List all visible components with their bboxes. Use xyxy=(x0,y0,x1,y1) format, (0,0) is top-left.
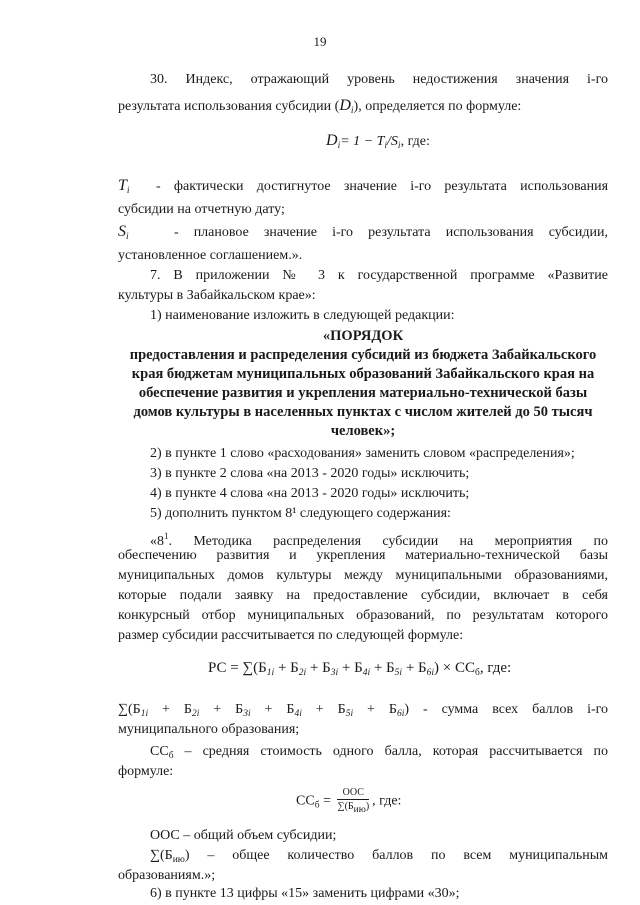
den-tail: ) xyxy=(365,801,370,812)
formula-d xyxy=(326,132,430,151)
formula-d-rhs-b: /S xyxy=(387,134,398,149)
definition-s-line2: установленное соглашением.». xyxy=(118,248,303,263)
formula-d-lhs-sub: i xyxy=(337,141,341,151)
definition-bio-line2: образованиям.»; xyxy=(118,868,216,883)
bio-sub: ию xyxy=(172,855,185,865)
symbol-s: S xyxy=(118,223,126,240)
formula-pc-sub: 3i xyxy=(330,668,339,678)
definition-sum-line2: муниципального образования; xyxy=(118,722,300,737)
sum-sub: 1i xyxy=(140,709,149,719)
item-4: 4) в пункте 4 слова «на 2013 - 2020 годы» исключить; xyxy=(150,486,470,501)
formula-pc-sub: 4i xyxy=(362,668,371,678)
formula-cc-numerator: ООС xyxy=(337,786,369,800)
title-line3: края бюджетам муниципальных образований Забайкальского края на xyxy=(131,366,595,382)
item-2: 2) в пункте 1 слово «расходования» заменить словом «распределения»; xyxy=(150,446,575,461)
title-line2: предоставления и распределения субсидий из бюджета Забайкальского xyxy=(129,347,597,363)
cc-sub: б xyxy=(168,751,174,761)
cc-text: – средняя стоимость одного балла, которая рассчитывается по xyxy=(173,744,608,759)
paragraph-30-line2 xyxy=(118,96,608,121)
p8-text: . Методика распределения субсидии на мероприятия по xyxy=(168,534,608,549)
formula-pc-sub: 1i xyxy=(266,668,275,678)
formula-pc: РС = $\sum(Б_{1i} + Б_{2i} + Б_{3i} + Б_{4i} + Б_{5i} + Б_{6i}) \times СС_б$, где: xyxy=(208,660,512,678)
formula-cc-denominator xyxy=(337,800,369,817)
paragraph-8-line4: которые подали заявку на предоставление субсидии, включает в себя xyxy=(118,588,608,603)
paragraph-8-line5: конкурсный отбор муниципальных образований, по результатам которого xyxy=(118,608,608,623)
item-3: 3) в пункте 2 слова «на 2013 - 2020 годы» исключить; xyxy=(150,466,470,481)
formula-pc-tail: ) × СС xyxy=(434,660,475,676)
paragraph-7-line1: 7. В приложении № 3 к государственной программе «Развитие xyxy=(150,268,608,283)
formula-pc-end: , где: xyxy=(479,660,512,676)
den-sub: ию xyxy=(353,805,366,815)
paragraph-7-line2: культуры в Забайкальском крае»: xyxy=(118,288,316,303)
formula-cc-fraction xyxy=(337,786,369,817)
formula-pc-sub: 2i xyxy=(298,668,307,678)
definition-t-line1 xyxy=(118,176,608,201)
p8-sup: 1 xyxy=(164,531,169,541)
formula-cc-lhs-sub: б xyxy=(314,800,320,811)
bio-sum: ∑(Б xyxy=(150,848,173,863)
cc-symbol: СС xyxy=(150,744,169,759)
formula-cc-tail: , где: xyxy=(372,793,402,809)
symbol-d-sub: i xyxy=(350,106,354,116)
text: результата использования субсидии ( xyxy=(118,99,340,114)
title-line1: «ПОРЯДОК xyxy=(322,328,404,344)
formula-pc-lhs: РС = ∑(Б xyxy=(208,660,267,676)
item-1: 1) наименование изложить в следующей редакции: xyxy=(150,308,455,323)
sum-sub: 4i xyxy=(294,709,302,719)
definition-sum-line1: $\sum(Б_{1i} + Б_{2i} + Б_{3i} + Б_{4i} + Б_{5i} + Б_{6i})$ - сумма всех баллов i-го xyxy=(118,702,609,719)
title-line6: человек»; xyxy=(330,423,396,439)
symbol-t: T xyxy=(118,177,127,194)
sum-text: ) - сумма всех баллов i-го xyxy=(404,702,609,717)
p8-num: «8 xyxy=(150,534,164,549)
title-line5: домов культуры в населенных пунктах с числом жителей до 50 тысяч xyxy=(133,404,593,420)
bio-text: ) – общее количество баллов по всем муниципальным xyxy=(184,848,608,863)
formula-d-tail: , где: xyxy=(400,134,430,149)
sum-sub: 5i xyxy=(345,709,354,719)
definition-t-line2: субсидии на отчетную дату; xyxy=(118,202,285,217)
symbol-t-sub: i xyxy=(126,186,130,196)
paragraph-8-line2: обеспечению развития и укрепления материально-технической базы xyxy=(118,548,608,563)
title-line4: обеспечение развития и укрепления материально-технической базы xyxy=(138,385,588,401)
sum-sub: 6i xyxy=(396,709,405,719)
formula-d-sub2: i xyxy=(397,141,401,151)
sum-lhs: ∑(Б xyxy=(118,702,141,717)
sum-sub: 3i xyxy=(243,709,251,719)
paragraph-8-line3: муниципальных домов культуры между муниципальными образованиями, xyxy=(118,568,608,583)
item-6: 6) в пункте 13 цифры «15» заменить цифрами «30»; xyxy=(150,886,460,901)
formula-cc xyxy=(296,786,401,817)
formula-pc-sub: 5i xyxy=(394,668,403,678)
symbol-s-sub: i xyxy=(126,232,129,242)
symbol-d: D xyxy=(339,97,351,114)
definition-s-line1 xyxy=(118,222,608,247)
formula-d-sub1: i xyxy=(384,141,388,151)
formula-d-rhs: = 1 − T xyxy=(340,134,385,149)
formula-d-lhs: D xyxy=(326,132,338,149)
text: ), определяется по формуле: xyxy=(353,99,522,114)
page-number: 19 xyxy=(313,34,327,49)
sum-sub: 2i xyxy=(191,709,200,719)
paragraph-8-line6: размер субсидии рассчитывается по следующей формуле: xyxy=(118,628,464,643)
definition-s-text: - плановое значение i-го результата использования субсидии, xyxy=(173,225,608,240)
den-text: ∑(Б xyxy=(337,801,354,812)
formula-cc-lhs: СС xyxy=(296,793,315,809)
paragraph-30-line1: 30. Индекс, отражающий уровень недостижения значения i-го xyxy=(150,72,608,87)
formula-pc-cc-sub: б xyxy=(475,668,480,678)
item-5: 5) дополнить пунктом 8¹ следующего содержания: xyxy=(150,506,451,521)
formula-pc-sub: 6i xyxy=(426,668,435,678)
definition-ooc: ООС – общий объем субсидии; xyxy=(150,828,337,843)
definition-cc-line2: формуле: xyxy=(118,764,174,779)
definition-t-text: - фактически достигнутое значение i-го результата использования xyxy=(156,179,609,194)
formula-cc-eq: = xyxy=(319,793,335,809)
